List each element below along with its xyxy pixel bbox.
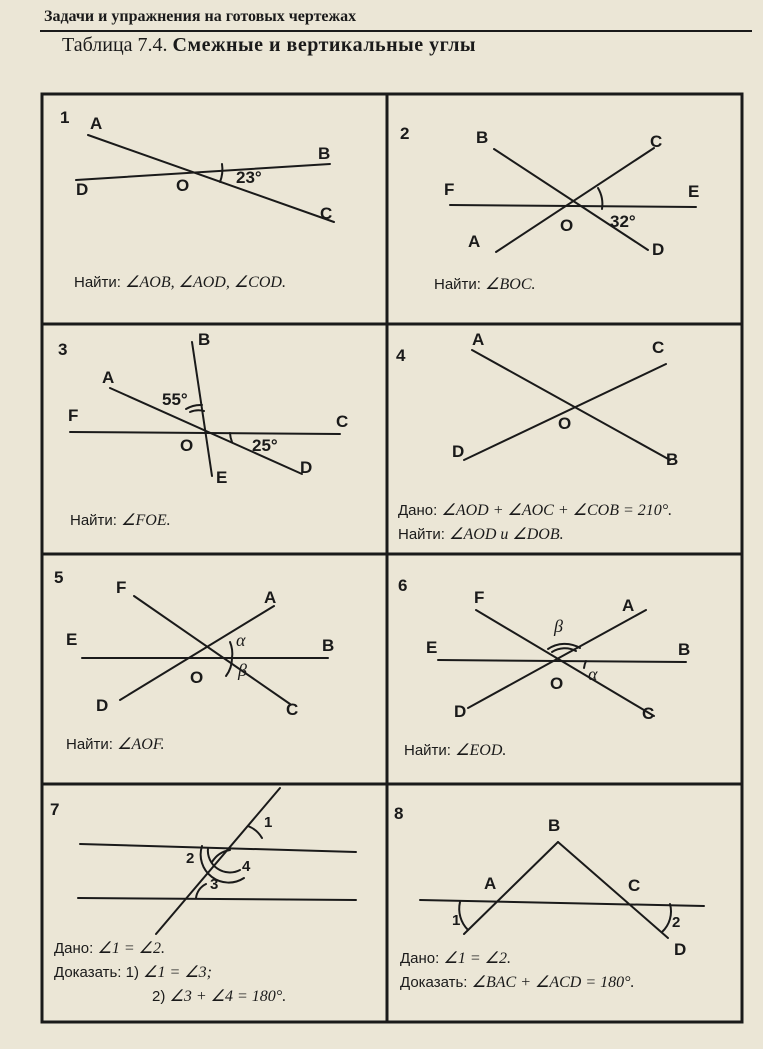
find-value: ∠EOD. xyxy=(455,742,507,759)
point-f: F xyxy=(68,406,79,425)
given-label: Дано: xyxy=(398,502,438,519)
find-label: Найти: xyxy=(398,526,445,543)
point-d: D xyxy=(454,702,467,721)
parallel-line-upper xyxy=(80,844,356,852)
table-title-prefix: Таблица 7.4. xyxy=(62,34,168,56)
angle-arc-2 xyxy=(662,904,671,932)
line-dc xyxy=(464,364,666,460)
exercise-number-6: 6 xyxy=(398,576,408,595)
diagram-4 xyxy=(464,350,670,460)
exercise-number-7: 7 xyxy=(50,800,60,819)
find-text-5 xyxy=(66,734,165,754)
given-value: ∠1 = ∠2. xyxy=(443,950,511,967)
line-ac xyxy=(88,135,334,222)
exercise-number-5: 5 xyxy=(54,568,64,587)
given-text-8 xyxy=(400,948,511,968)
find-value: ∠BOC. xyxy=(485,276,536,293)
diagram-5 xyxy=(82,596,328,704)
line-ac xyxy=(496,148,654,252)
find-label: Найти: xyxy=(74,274,121,291)
angle-label-25: 25° xyxy=(252,436,278,455)
angle-3-label: 3 xyxy=(210,876,219,893)
point-d: D xyxy=(652,240,665,259)
point-c: C xyxy=(320,204,333,223)
point-c: C xyxy=(650,132,663,151)
find-label: Найти: xyxy=(66,736,113,753)
diagram-1 xyxy=(76,135,334,222)
point-c: C xyxy=(642,704,655,723)
given-value: ∠1 = ∠2. xyxy=(97,940,165,957)
angle-1-label: 1 xyxy=(452,912,461,929)
line-ad xyxy=(110,388,302,474)
point-o: O xyxy=(560,216,574,235)
point-a: A xyxy=(102,368,115,387)
table-title-text: Смежные и вертикальные углы xyxy=(172,34,477,56)
point-o: O xyxy=(558,414,572,433)
line-fe xyxy=(450,205,696,207)
line-bd xyxy=(558,842,668,938)
point-d: D xyxy=(76,180,89,199)
find-text-3 xyxy=(70,510,171,530)
find-value: ∠FOE. xyxy=(121,512,171,529)
alpha-label: α xyxy=(588,664,598,684)
point-d: D xyxy=(300,458,313,477)
point-o: O xyxy=(190,668,204,687)
prove-item-2-number: 2) xyxy=(152,988,166,1005)
point-c: C xyxy=(652,338,665,357)
prove-text-7-2 xyxy=(152,986,286,1006)
given-text-7 xyxy=(54,938,165,958)
point-a: A xyxy=(484,874,497,893)
point-o: O xyxy=(180,436,194,455)
point-a: A xyxy=(468,232,481,251)
angle-arc-1 xyxy=(248,826,262,838)
point-c: C xyxy=(336,412,349,431)
line-fc xyxy=(134,596,290,704)
point-a: A xyxy=(264,588,277,607)
point-b: B xyxy=(318,144,331,163)
angle-4-label: 4 xyxy=(242,858,251,875)
point-b: B xyxy=(198,330,211,349)
diagram-2 xyxy=(450,148,696,252)
base-line xyxy=(420,900,704,906)
point-d: D xyxy=(96,696,109,715)
point-o: O xyxy=(550,674,564,693)
line-fc xyxy=(476,610,654,716)
angle-1-label: 1 xyxy=(264,814,273,831)
point-f: F xyxy=(116,578,127,597)
find-value: ∠AOD и ∠DOB. xyxy=(449,526,564,543)
transversal xyxy=(156,788,280,934)
header-rule xyxy=(40,30,752,32)
find-label: Найти: xyxy=(404,742,451,759)
given-value: ∠AOD + ∠AOC + ∠COB = 210°. xyxy=(441,502,673,519)
point-c: C xyxy=(286,700,299,719)
angle-label-55: 55° xyxy=(162,390,188,409)
diagram-7 xyxy=(78,788,356,934)
beta-label: β xyxy=(238,660,247,680)
line-db xyxy=(76,164,330,180)
given-label: Дано: xyxy=(54,940,94,957)
angle-2-label: 2 xyxy=(672,914,681,931)
prove-item-1-number: 1) xyxy=(125,964,139,981)
given-text-4 xyxy=(398,500,672,520)
point-b: B xyxy=(548,816,561,835)
find-value: ∠AOF. xyxy=(117,736,165,753)
find-text-4 xyxy=(398,524,564,544)
exercise-number-2: 2 xyxy=(400,124,410,143)
point-o: O xyxy=(176,176,190,195)
exercise-table xyxy=(40,92,746,1026)
point-e: E xyxy=(66,630,78,649)
angle-arc-23 xyxy=(220,164,222,182)
point-e: E xyxy=(426,638,438,657)
point-b: B xyxy=(322,636,335,655)
angle-label-32: 32° xyxy=(610,212,636,231)
exercise-number-4: 4 xyxy=(396,346,406,365)
beta-label: β xyxy=(554,616,563,636)
exercise-number-3: 3 xyxy=(58,340,68,359)
alpha-label: α xyxy=(236,630,246,650)
find-label: Найти: xyxy=(434,276,481,293)
angle-arc-25 xyxy=(230,433,232,442)
point-f: F xyxy=(444,180,455,199)
point-a: A xyxy=(622,596,635,615)
angle-label-23: 23° xyxy=(236,168,262,187)
point-e: E xyxy=(216,468,228,487)
prove-label: Доказать: xyxy=(400,974,468,991)
point-d: D xyxy=(674,940,687,959)
find-text-2 xyxy=(434,274,536,294)
table-title xyxy=(62,34,476,57)
angle-arc-alpha xyxy=(230,642,232,658)
point-e: E xyxy=(688,182,700,201)
angle-2-label: 2 xyxy=(186,850,195,867)
diagram-8 xyxy=(420,842,704,938)
point-b: B xyxy=(678,640,691,659)
angle-arc-55-b xyxy=(186,405,202,409)
point-a: A xyxy=(90,114,103,133)
line-be xyxy=(192,342,212,476)
line-ab xyxy=(472,350,670,460)
prove-item-2: ∠3 + ∠4 = 180°. xyxy=(169,988,287,1005)
running-head: Задачи и упражнения на готовых чертежах xyxy=(44,8,357,25)
parallel-line-lower xyxy=(78,898,356,900)
find-text-1 xyxy=(74,272,286,292)
diagram-3 xyxy=(70,342,340,476)
prove-value: ∠BAC + ∠ACD = 180°. xyxy=(471,974,635,991)
line-fc xyxy=(70,432,340,434)
find-text-6 xyxy=(404,740,506,760)
prove-text-7-1 xyxy=(54,962,212,982)
point-b: B xyxy=(666,450,679,469)
point-a: A xyxy=(472,330,485,349)
prove-label: Доказать: xyxy=(54,964,122,981)
point-d: D xyxy=(452,442,465,461)
line-ab xyxy=(464,842,558,934)
prove-text-8 xyxy=(400,972,635,992)
given-label: Дано: xyxy=(400,950,440,967)
point-f: F xyxy=(474,588,485,607)
angle-arc-1 xyxy=(459,902,468,930)
find-value: ∠AOB, ∠AOD, ∠COD. xyxy=(125,274,286,291)
point-c: C xyxy=(628,876,641,895)
prove-item-1: ∠1 = ∠3; xyxy=(143,964,212,981)
exercise-number-1: 1 xyxy=(60,108,70,127)
point-b: B xyxy=(476,128,489,147)
find-label: Найти: xyxy=(70,512,117,529)
exercise-number-8: 8 xyxy=(394,804,404,823)
